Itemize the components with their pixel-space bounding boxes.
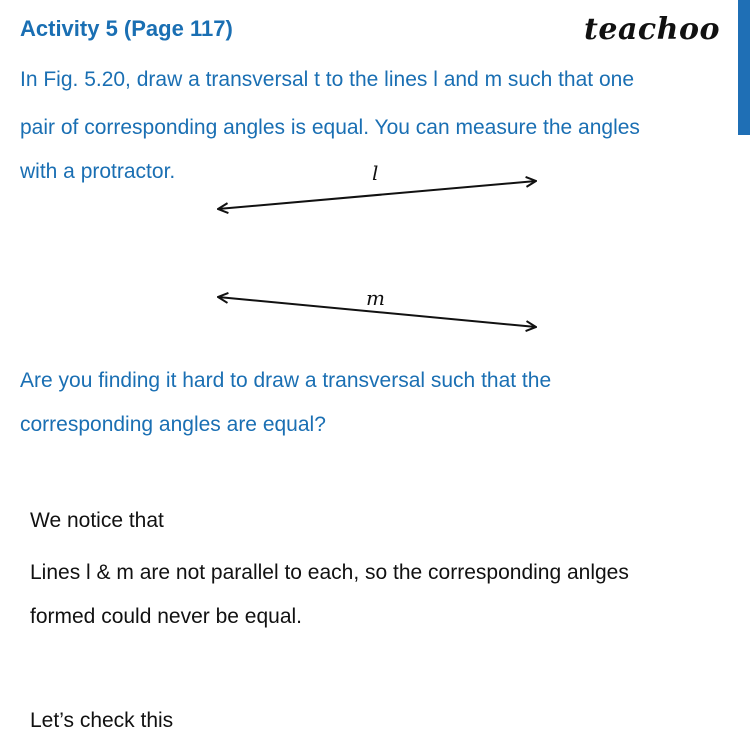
answer-line-1: We notice that (30, 509, 164, 532)
page-title: Activity 5 (Page 117) (20, 16, 233, 41)
teachoo-logo: teachoo (584, 12, 720, 47)
line-l-label: l (372, 161, 379, 185)
question-line-3: with a protractor. (20, 160, 176, 183)
line-l (218, 181, 536, 209)
line-m-label: m (366, 286, 385, 310)
followup-line-1: Are you finding it hard to draw a transversal such that the (20, 369, 552, 392)
answer-line-4: Let’s check this (30, 709, 174, 732)
followup-line-2: corresponding angles are equal? (20, 413, 326, 436)
question-line-2: pair of corresponding angles is equal. You can measure the angles (20, 116, 640, 139)
answer-line-2: Lines l & m are not parallel to each, so the corresponding anlges (30, 561, 629, 584)
answer-line-3: formed could never be equal. (30, 605, 303, 628)
question-line-1: In Fig. 5.20, draw a transversal t to the lines l and m such that one (20, 68, 634, 91)
